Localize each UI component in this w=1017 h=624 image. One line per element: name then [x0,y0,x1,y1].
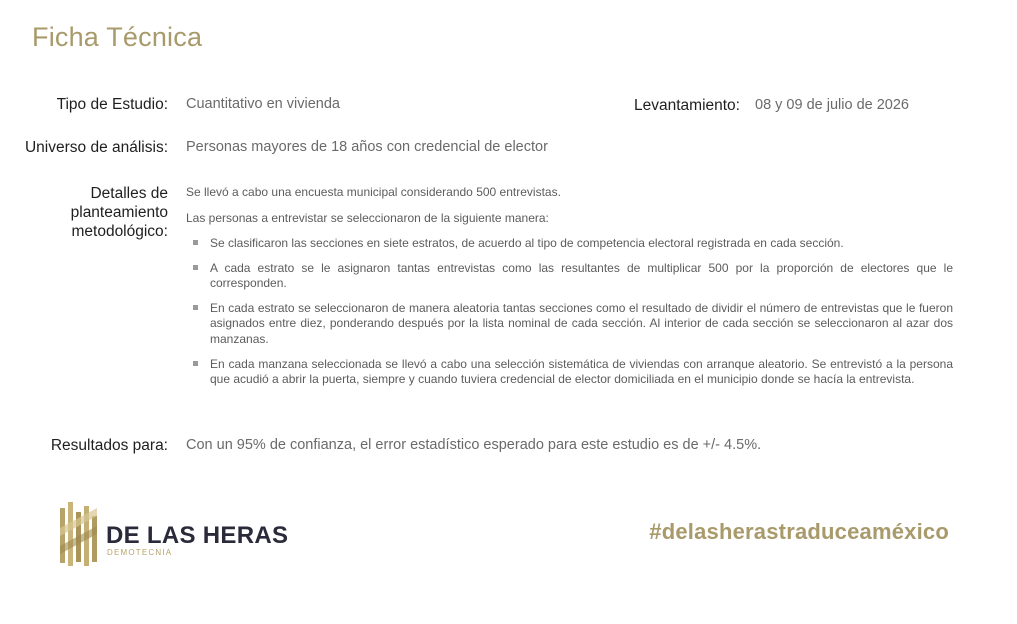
list-item: En cada estrato se seleccionaron de manera aleatoria tantas secciones como el resultado de dividir el número de entrevistas que le fueron asignados entre diez, ponderando después por la lista nominal de cada sección. Al interior de cada sección se seleccionaron al azar dos manzanas. [193,301,953,348]
square-bullet-icon [193,240,198,245]
method-bullet-list [193,236,953,397]
list-item: A cada estrato se le asignaron tantas entrevistas como las resultantes de multiplicar 500 por la proporción de electores que le corresponden. [193,261,953,292]
list-item: En cada manzana seleccionada se llevó a cabo una selección sistemática de viviendas con arranque aleatorio. Se entrevistó a la persona que acudió a abrir la puerta, siempre y cuando tuviera credencial de elector domiciliada en el municipio donde se hacía la entrevista. [193,357,953,388]
hashtag: #delasherastraduceaméxico [649,519,949,544]
square-bullet-icon [193,361,198,366]
square-bullet-icon [193,305,198,310]
square-bullet-icon [193,265,198,270]
detalles-intro-1: Se llevó a cabo una encuesta municipal considerando 500 entrevistas. [186,185,561,199]
detalles-label-line-3: metodológico: [71,223,168,240]
detalles-label-line-2: planteamiento [70,204,168,221]
resultados-value: Con un 95% de confianza, el error estadístico esperado para este estudio es de +/- 4.5%. [186,437,762,453]
universo-label: Universo de análisis: [24,139,168,156]
detalles-label [71,184,168,241]
logo-subtext: DEMOTECNIA [107,548,173,557]
levantamiento-value: 08 y 09 de julio de 2026 [755,97,909,113]
logo-text: DE LAS HERAS [106,522,289,549]
tipo-label: Tipo de Estudio: [56,96,168,113]
detalles-intro-2: Las personas a entrevistar se seleccionaron de la siguiente manera: [186,211,549,225]
universo-value: Personas mayores de 18 años con credencial de elector [186,139,548,155]
list-item: Se clasificaron las secciones en siete estratos, de acuerdo al tipo de competencia electoral registrada en cada sección. [193,236,953,252]
page-title: Ficha Técnica [32,22,203,52]
tipo-value: Cuantitativo en vivienda [186,96,340,112]
resultados-label: Resultados para: [50,437,168,454]
company-logo [58,498,288,568]
detalles-label-line-1: Detalles de [90,185,168,202]
building-logo-icon [58,498,102,568]
levantamiento-label: Levantamiento: [634,97,740,114]
